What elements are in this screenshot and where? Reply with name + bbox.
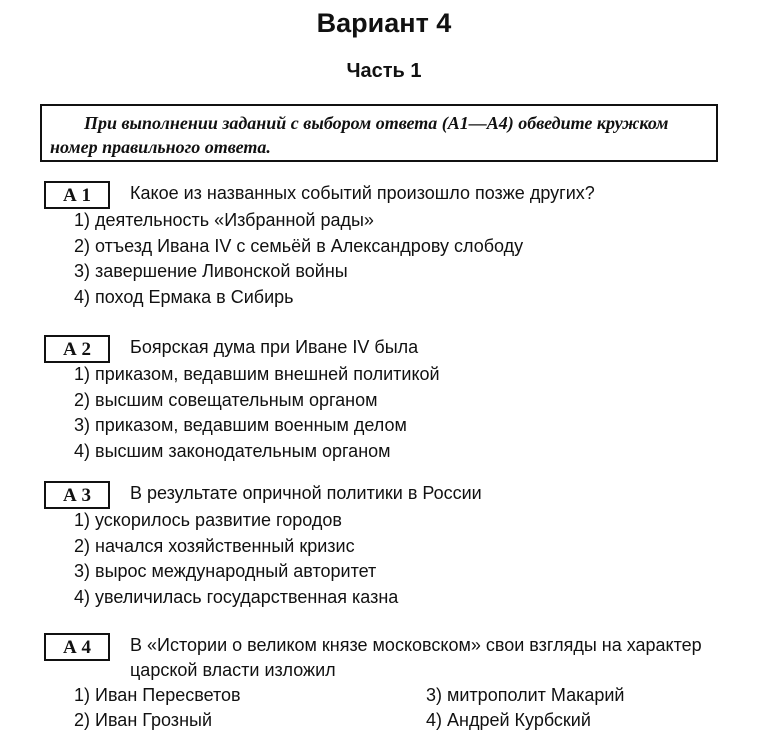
page-title: Вариант 4: [316, 8, 452, 38]
answer-option[interactable]: 3) митрополит Макарий: [426, 685, 625, 705]
answer-option[interactable]: 4) увеличилась государственная казна: [74, 586, 399, 607]
question-number: А 1: [44, 181, 110, 209]
question-number: А 2: [44, 335, 110, 363]
answer-options: [74, 508, 734, 610]
answer-option[interactable]: 1) деятельность «Избранной рады»: [74, 210, 374, 230]
question-number: А 3: [44, 481, 110, 509]
instructions-text: При выполнении заданий с выбором ответа (А1—А4) обведите кружком номер правильного ответа.: [50, 113, 669, 157]
answer-option[interactable]: 3) вырос международный авторитет: [74, 561, 377, 581]
question-number: А 4: [44, 633, 110, 661]
question-text: Какое из названных событий произошло позже других?: [130, 183, 595, 203]
question-text: В результате опричной политики в России: [130, 483, 482, 503]
answer-option[interactable]: 3) завершение Ливонской войны: [74, 261, 348, 281]
answer-option[interactable]: 4) Андрей Курбский: [426, 710, 591, 730]
instructions-box: [40, 104, 718, 162]
answer-option[interactable]: 4) поход Ермака в Сибирь: [74, 286, 294, 307]
question-text: Боярская дума при Иване IV была: [130, 337, 419, 357]
answer-options: [74, 208, 734, 310]
answer-option[interactable]: 2) Иван Грозный: [74, 710, 212, 730]
part-title: Часть 1: [346, 60, 422, 82]
answer-option[interactable]: 2) высшим совещательным органом: [74, 389, 378, 410]
answer-option[interactable]: 2) отъезд Ивана IV с семьёй в Александрову слободу: [74, 235, 524, 256]
answer-options: [74, 362, 734, 464]
answer-option[interactable]: 3) приказом, ведавшим военным делом: [74, 415, 407, 435]
answer-option[interactable]: 1) Иван Пересветов: [74, 685, 241, 705]
question-text: В «Истории о великом князе московском» свои взгляды на характер царской власти изложил: [130, 635, 702, 680]
answer-option[interactable]: 1) ускорилось развитие городов: [74, 510, 342, 530]
answer-option[interactable]: 4) высшим законодательным органом: [74, 440, 391, 461]
answer-option[interactable]: 1) приказом, ведавшим внешней политикой: [74, 364, 440, 384]
answer-option[interactable]: 2) начался хозяйственный кризис: [74, 535, 355, 556]
